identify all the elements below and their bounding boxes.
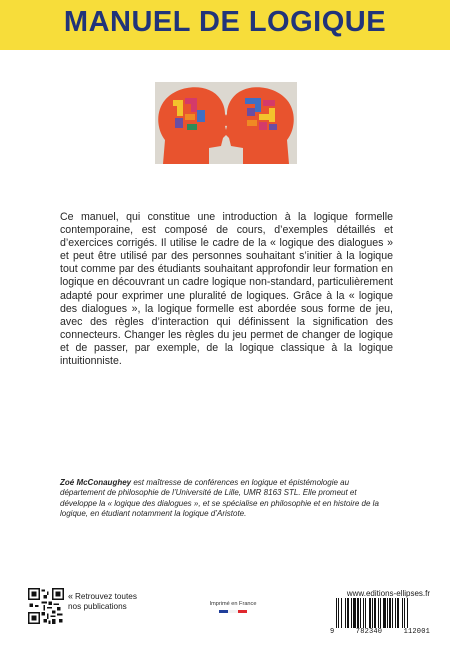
author-name: Zoé McConaughey <box>60 478 132 487</box>
back-cover-blurb: Ce manuel, qui constitue une introduction à la logique formelle contemporaine, est composé de cours, d’exemples détaillés et d’exercices corrigés. Il utilise le cadre de la « logique des dialogues » et peut être utilisé par des personnes souhaitant s’initier à la logique tout comme par des étudiants souhaitant approfondir leur formation en logique en découvrant un cadre logique non-standard, particulièrement adapté pour exprimer une pluralité de logiques. Grâce à la « logique des dialogues », la logique formelle est abordée sous forme de jeu, avec des règles d’interaction qui définissent la signification des connecteurs. Changer les règles du jeu permet de changer de logique et de passer, par exemple, de la logique classique à la logique intuitionniste. <box>60 211 393 368</box>
isbn-digits <box>330 628 430 636</box>
author-bio <box>60 478 395 520</box>
publisher-website[interactable]: www.editions-ellipses.fr <box>346 589 430 598</box>
chevron-left-icon: « <box>68 591 74 601</box>
publications-promo-text: Retrouvez toutes nos publications <box>68 592 137 611</box>
printed-in-label: Imprimé en France <box>209 601 257 607</box>
author-bio-text: est maîtresse de conférences en logique et épistémologie au département de philosophie de l’Université de Lille, UMR 8163 STL. Elle promeut et développe la « logique des dialogues », et se spécialise en philosophie et en histoire de la logique, en étudiant notamment la logique d’Aristote. <box>60 478 379 519</box>
publications-promo[interactable] <box>68 591 138 612</box>
isbn-group-2: 112001 <box>403 628 430 636</box>
french-flag-icon <box>219 610 247 613</box>
qr-code-icon[interactable] <box>28 588 64 624</box>
isbn-group-1: 782340 <box>355 628 383 636</box>
book-title: MANUEL DE LOGIQUE <box>63 6 387 38</box>
isbn-prefix: 9 <box>330 628 335 636</box>
barcode-icon <box>334 598 428 628</box>
two-heads-puzzle-icon <box>155 82 297 164</box>
